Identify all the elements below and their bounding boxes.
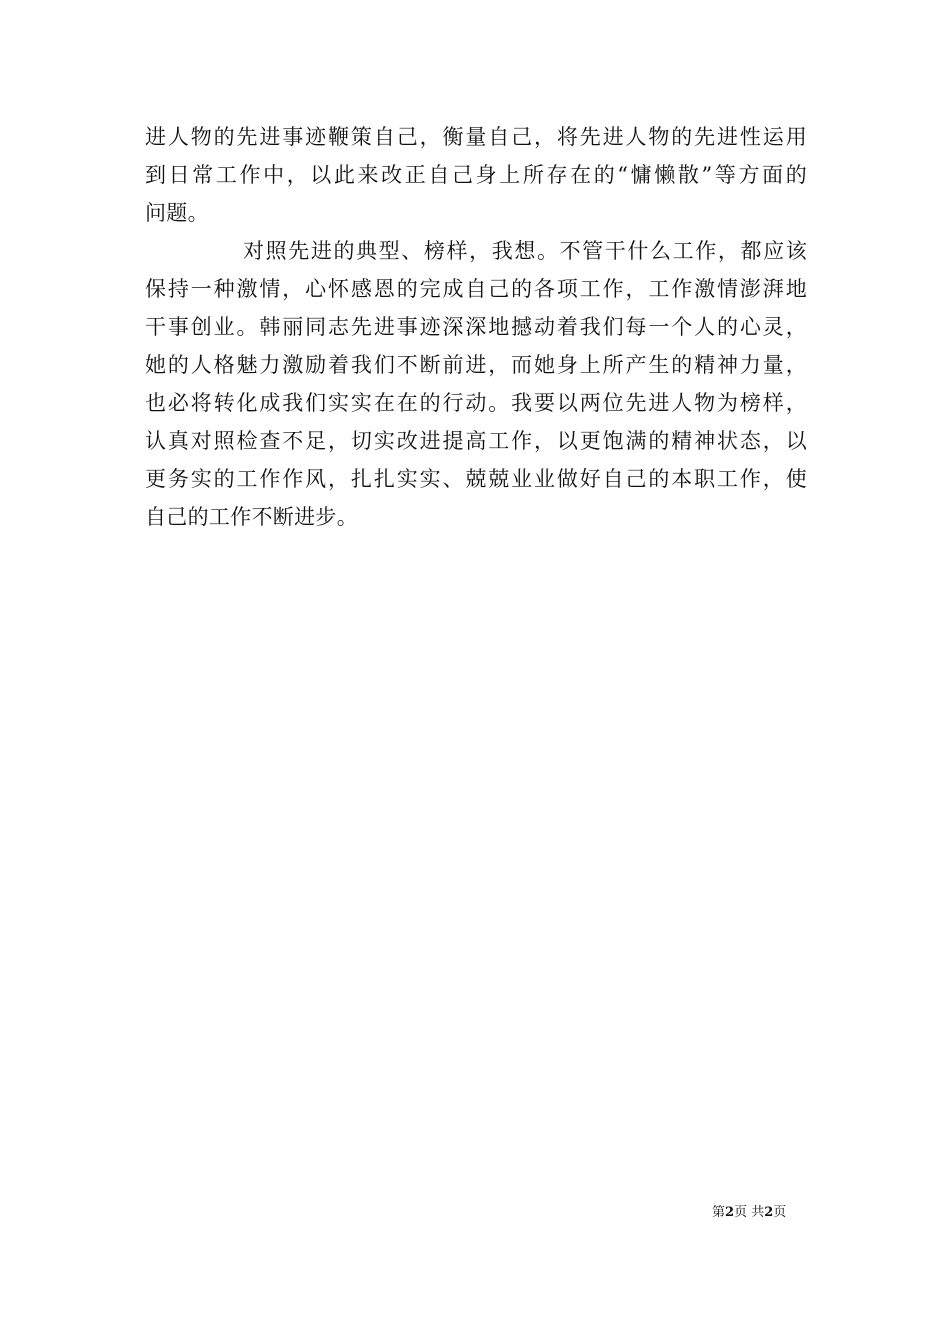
text-line: 也必将转化成我们实实在在的行动。我要以两位先进人物为榜样，: [145, 391, 807, 415]
page-number: 2: [725, 1205, 735, 1220]
text-line: 自己的工作不断进步。: [145, 505, 358, 529]
footer-suffix: 页: [773, 1205, 787, 1220]
text-line: 更务实的工作作风，扎扎实实、兢兢业业做好自己的本职工作，使: [145, 467, 807, 491]
text-line: 她的人格魅力激励着我们不断前进，而她身上所产生的精神力量，: [145, 353, 807, 377]
footer-middle: 页 共: [734, 1205, 765, 1220]
footer-prefix: 第: [712, 1205, 726, 1220]
total-pages: 2: [764, 1205, 774, 1220]
paragraph-first-line: 对照先进的典型、榜样，我想。不管干什么工作，都应该: [243, 239, 807, 263]
text-line: 干事创业。韩丽同志先进事迹深深地撼动着我们每一个人的心灵，: [145, 315, 807, 339]
page-footer: [712, 1204, 812, 1222]
document-body: [145, 118, 807, 536]
text-line: 到日常工作中，以此来改正自己身上所存在的“慵懒散”等方面的: [145, 163, 807, 187]
text-line: 保持一种激情，心怀感恩的完成自己的各项工作，工作激情澎湃地: [145, 277, 807, 301]
text-line: 问题。: [145, 201, 209, 225]
text-line: 认真对照检查不足，切实改进提高工作，以更饱满的精神状态，以: [145, 429, 807, 453]
text-line: 进人物的先进事迹鞭策自己，衡量自己，将先进人物的先进性运用: [145, 125, 807, 149]
